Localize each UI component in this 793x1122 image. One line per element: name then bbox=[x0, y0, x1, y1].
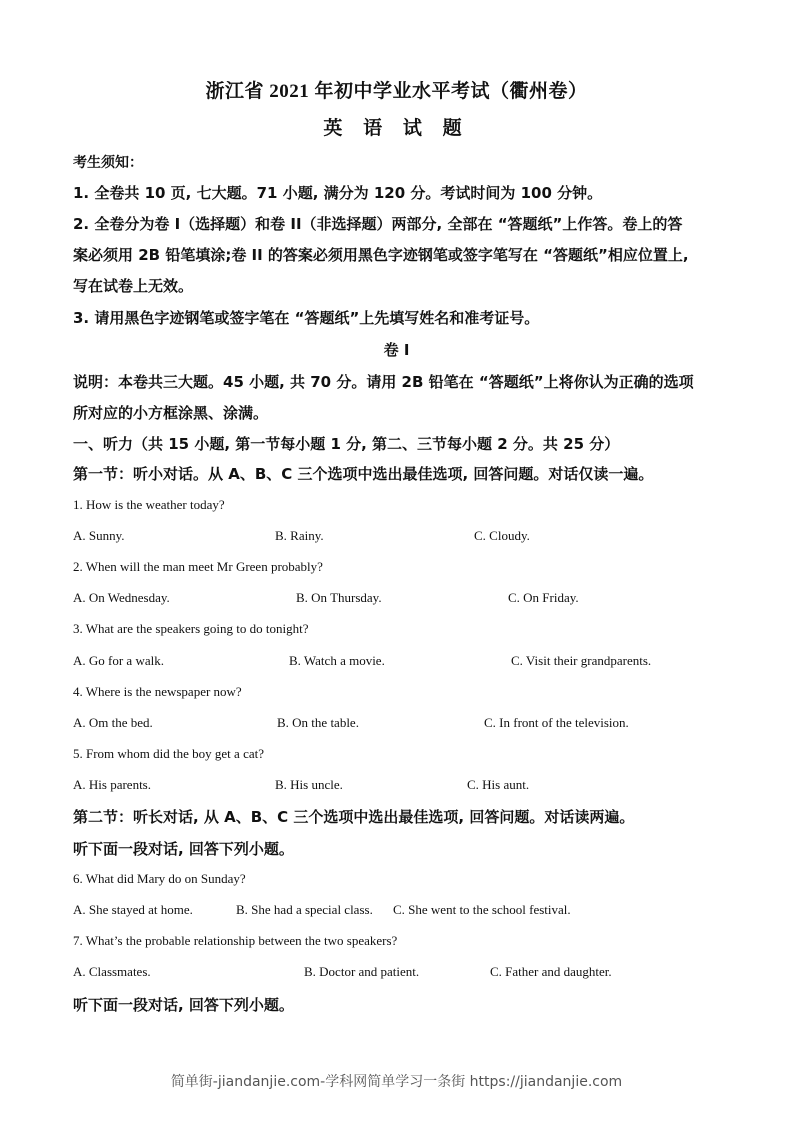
question-4: 4. Where is the newspaper now? bbox=[73, 684, 242, 699]
section-2-instruction: 第二节：听长对话, 从 A、B、C 三个选项中选出最佳选项, 回答问题。对话读两遍。 bbox=[73, 808, 635, 826]
question-6-option-b: B. She had a special class. bbox=[236, 902, 373, 917]
notice-item-2-line-2: 案必须用 2B 铅笔填涂;卷 II 的答案必须用黑色字迹钢笔或签字笔写在 “答题纸”相应位置上, bbox=[73, 246, 689, 264]
section-1-instruction: 第一节：听小对话。从 A、B、C 三个选项中选出最佳选项, 回答问题。对话仅读一遍。 bbox=[73, 465, 654, 483]
volume-1-heading: 卷 I bbox=[383, 341, 410, 359]
question-7: 7. What’s the probable relationship between the two speakers? bbox=[73, 933, 398, 948]
question-1: 1. How is the weather today? bbox=[73, 497, 225, 512]
question-4-option-b: B. On the table. bbox=[277, 715, 359, 730]
question-2-option-b: B. On Thursday. bbox=[296, 590, 382, 605]
question-4-option-a: A. Om the bed. bbox=[73, 715, 153, 730]
question-1-option-b: B. Rainy. bbox=[275, 528, 324, 543]
question-5: 5. From whom did the boy get a cat? bbox=[73, 746, 264, 761]
question-4-option-c: C. In front of the television. bbox=[484, 715, 629, 730]
volume-1-desc-line-2: 所对应的小方框涂黑、涂满。 bbox=[73, 404, 269, 422]
question-3-option-c: C. Visit their grandparents. bbox=[511, 653, 652, 668]
question-2-option-a: A. On Wednesday. bbox=[73, 590, 170, 605]
question-5-option-a: A. His parents. bbox=[73, 777, 151, 792]
question-1-option-c: C. Cloudy. bbox=[474, 528, 530, 543]
question-7-option-a: A. Classmates. bbox=[73, 964, 151, 979]
notice-item-3: 3. 请用黑色字迹钢笔或签字笔在 “答题纸”上先填写姓名和准考证号。 bbox=[73, 309, 540, 327]
question-2-option-c: C. On Friday. bbox=[508, 590, 579, 605]
question-6-option-c: C. She went to the school festival. bbox=[393, 902, 571, 917]
exam-subtitle: 英 语 试 题 bbox=[323, 118, 470, 139]
notice-item-2-line-3: 写在试卷上无效。 bbox=[73, 277, 194, 295]
volume-1-desc-line-1: 说明：本卷共三大题。45 小题, 共 70 分。请用 2B 铅笔在 “答题纸”上将你认为正确的选项 bbox=[73, 373, 694, 391]
question-7-option-b: B. Doctor and patient. bbox=[304, 964, 420, 979]
question-3-option-b: B. Watch a movie. bbox=[289, 653, 385, 668]
question-5-option-b: B. His uncle. bbox=[275, 777, 343, 792]
footer-watermark: 简单街-jiandanjie.com-学科网简单学习一条街 https://jiandanjie.com bbox=[170, 1074, 623, 1090]
exam-title: 浙江省 2021 年初中学业水平考试（衢州卷） bbox=[205, 81, 588, 102]
question-3-option-a: A. Go for a walk. bbox=[73, 653, 164, 668]
question-6-option-a: A. She stayed at home. bbox=[73, 902, 193, 917]
question-2: 2. When will the man meet Mr Green probably? bbox=[73, 559, 323, 574]
dialogue-instruction-1: 听下面一段对话, 回答下列小题。 bbox=[73, 840, 294, 858]
question-1-option-a: A. Sunny. bbox=[73, 528, 125, 543]
notice-item-1: 1. 全卷共 10 页, 七大题。71 小题, 满分为 120 分。考试时间为 100 分钟。 bbox=[73, 184, 603, 202]
notice-item-2-line-1: 2. 全卷分为卷 I（选择题）和卷 II（非选择题）两部分, 全部在 “答题纸”上作答。卷上的答 bbox=[73, 215, 683, 233]
question-3: 3. What are the speakers going to do tonight? bbox=[73, 621, 309, 636]
question-6: 6. What did Mary do on Sunday? bbox=[73, 871, 246, 886]
listening-heading: 一、听力（共 15 小题, 第一节每小题 1 分, 第二、三节每小题 2 分。共 25 分） bbox=[73, 435, 620, 453]
notice-heading: 考生须知： bbox=[73, 155, 143, 171]
question-5-option-c: C. His aunt. bbox=[467, 777, 530, 792]
question-7-option-c: C. Father and daughter. bbox=[490, 964, 612, 979]
dialogue-instruction-2: 听下面一段对话, 回答下列小题。 bbox=[73, 996, 294, 1014]
